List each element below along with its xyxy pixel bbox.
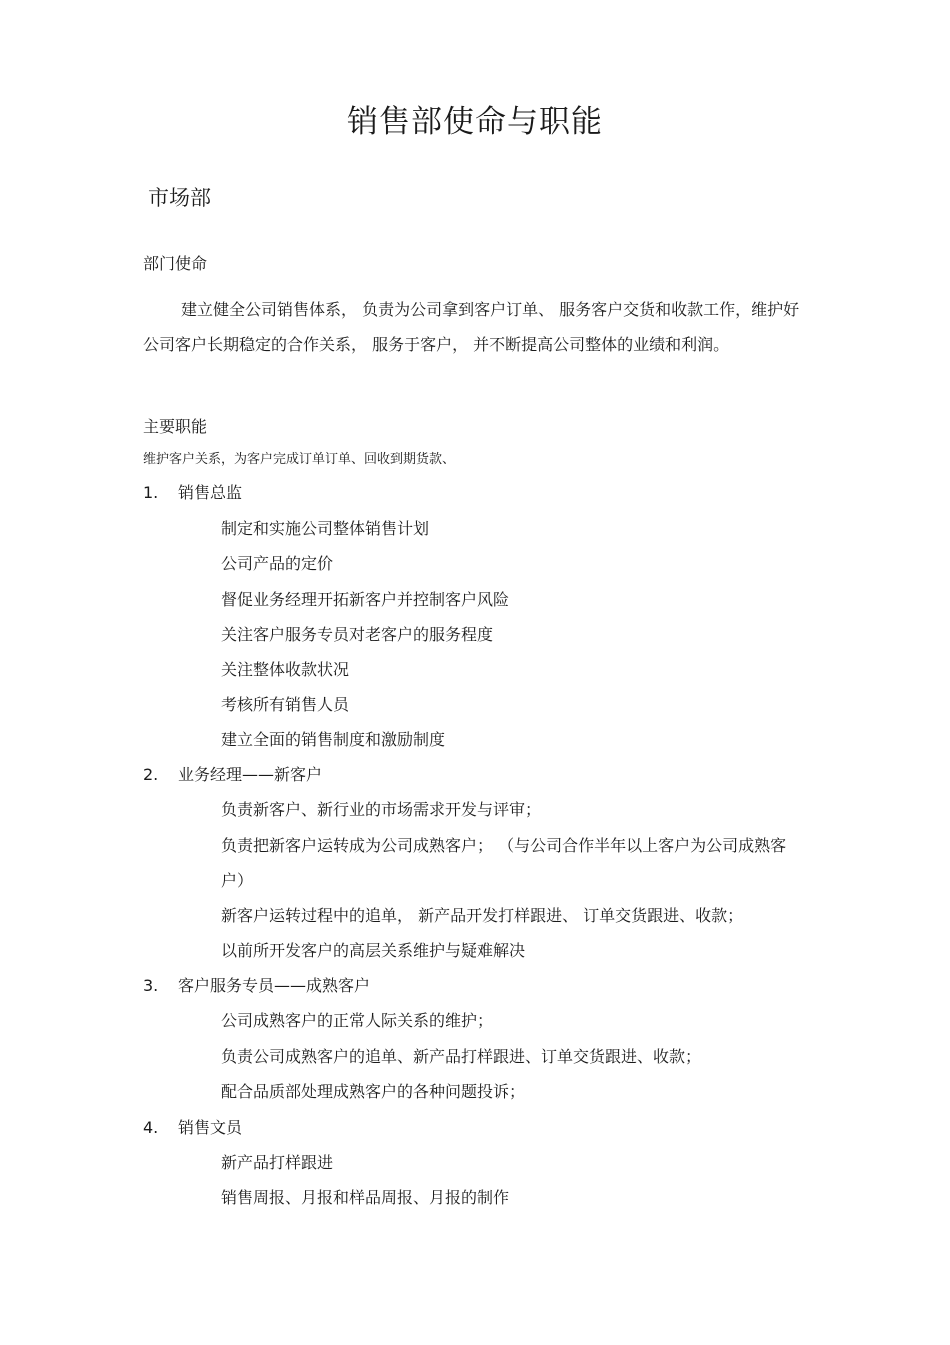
mission-paragraph: 建立健全公司销售体系， 负责为公司拿到客户订单、 服务客户交货和收款工作，维护好公司客户长期稳定的合作关系， 服务于客户， 并不断提高公司整体的业绩和利润。 xyxy=(143,300,800,354)
role-item xyxy=(143,481,242,505)
role-name: 业务经理——新客户 xyxy=(178,765,323,784)
duty-item: 督促业务经理开拓新客户并控制客户风险 xyxy=(221,590,510,609)
duty-item: 新产品打样跟进 xyxy=(221,1153,334,1172)
document-title: 销售部使命与职能 xyxy=(347,104,603,140)
duty-item: 销售周报、月报和样品周报、月报的制作 xyxy=(221,1188,510,1207)
duty-item: 关注整体收款状况 xyxy=(221,660,350,679)
functions-heading: 主要职能 xyxy=(143,417,208,436)
duty-item: 公司成熟客户的正常人际关系的维护； xyxy=(221,1011,494,1030)
duty-item: 关注客户服务专员对老客户的服务程度 xyxy=(221,625,494,644)
role-number: 2. xyxy=(143,765,159,784)
duty-item: 负责公司成熟客户的追单、新产品打样跟进、订单交货跟进、收款； xyxy=(221,1047,702,1066)
duty-item: 考核所有销售人员 xyxy=(221,695,350,714)
duty-item: 公司产品的定价 xyxy=(221,554,334,573)
role-item xyxy=(143,1116,242,1140)
duty-item: 建立全面的销售制度和激励制度 xyxy=(221,730,446,749)
functions-note: 维护客户关系，为客户完成订单订单、回收到期货款、 xyxy=(143,452,456,467)
duty-item: 制定和实施公司整体销售计划 xyxy=(221,519,430,538)
role-name: 客户服务专员——成熟客户 xyxy=(178,976,371,995)
role-name: 销售文员 xyxy=(178,1118,243,1137)
role-number: 4. xyxy=(143,1118,159,1137)
duty-item: 负责新客户、新行业的市场需求开发与评审； xyxy=(221,800,542,819)
duty-item: 以前所开发客户的高层关系维护与疑难解决 xyxy=(221,941,526,960)
role-name: 销售总监 xyxy=(178,483,243,502)
department-name: 市场部 xyxy=(148,186,211,210)
role-item xyxy=(143,763,322,787)
duty-item: 新客户运转过程中的追单， 新产品开发打样跟进、 订单交货跟进、收款； xyxy=(221,906,744,925)
duty-item: 负责把新客户运转成为公司成熟客户； （与公司合作半年以上客户为公司成熟客户） xyxy=(221,836,787,890)
role-number: 1. xyxy=(143,483,159,502)
duty-item: 配合品质部处理成熟客户的各种问题投诉； xyxy=(221,1082,526,1101)
role-item xyxy=(143,974,370,998)
role-number: 3. xyxy=(143,976,159,995)
mission-heading: 部门使命 xyxy=(143,254,208,273)
